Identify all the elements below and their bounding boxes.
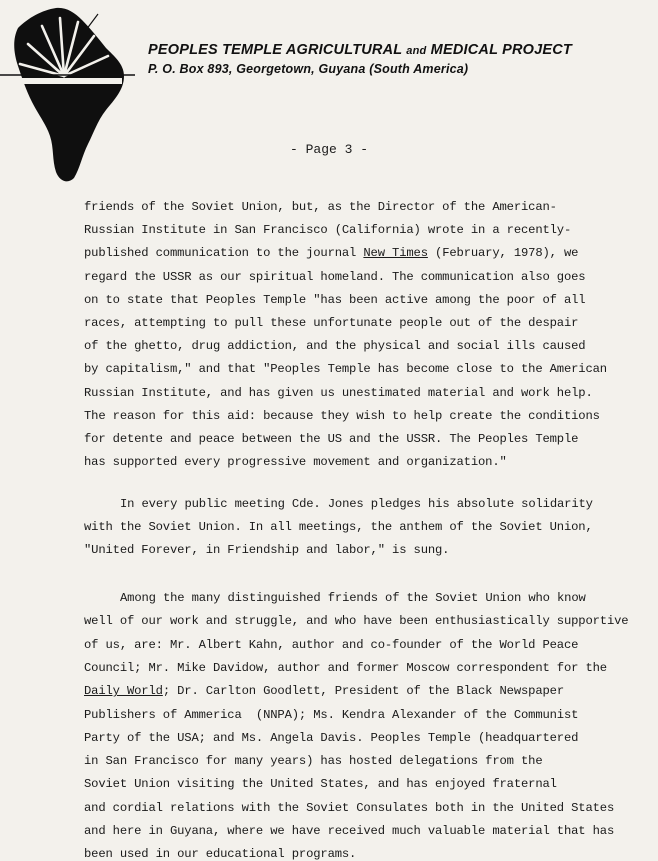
text-segment: well of our work and struggle, and who have been enthusiastically supportive <box>84 614 629 629</box>
text-segment: Soviet Union visiting the United States, and has enjoyed fraternal <box>84 777 557 792</box>
text-segment: "United Forever, in Friendship and labor," is sung. <box>84 543 450 558</box>
text-segment: Party of the USA; and Ms. Angela Davis. Peoples Temple (headquartered <box>84 730 579 745</box>
text-segment: and cordial relations with the Soviet Consulates both in the United States <box>84 800 615 815</box>
text-segment: on to state that Peoples Temple "has been active among the poor of all <box>84 292 586 307</box>
text-line <box>84 824 614 838</box>
text-segment: In every public meeting Cde. Jones pledges his absolute solidarity <box>120 497 593 511</box>
text-segment: races, attempting to pull these unfortunate people out of the despair <box>84 316 579 330</box>
text-line <box>84 520 593 534</box>
text-segment: Among the many distinguished friends of the Soviet Union who know <box>120 591 586 605</box>
text-line <box>84 801 614 815</box>
text-segment: been used in our educational programs. <box>84 847 357 861</box>
letterhead <box>148 41 572 78</box>
text-line <box>84 246 578 260</box>
text-segment: Publishers of Ammerica (NNPA); Ms. Kendra Alexander of the Communist <box>84 707 579 722</box>
text-line <box>84 777 557 791</box>
text-segment: (February, 1978), we <box>427 246 579 261</box>
text-line <box>84 386 593 400</box>
text-segment: of us, are: Mr. Albert Kahn, author and co-founder of the World Peace <box>84 637 579 652</box>
text-line <box>84 638 578 652</box>
page-number: - Page 3 - <box>289 142 368 157</box>
organization-address: P. O. Box 893, Georgetown, Guyana (South America) <box>148 62 469 76</box>
text-line <box>120 497 593 511</box>
text-segment: with the Soviet Union. In all meetings, the anthem of the Soviet Union, <box>84 520 593 535</box>
text-segment: by capitalism," and that "Peoples Temple has become close to the American <box>84 362 607 377</box>
text-segment: Russian Institute, and has given us unestimated material and work help. <box>84 385 593 400</box>
text-line <box>84 754 542 768</box>
text-segment: The reason for this aid: because they wish to help create the conditions <box>84 408 600 423</box>
text-line <box>84 432 578 446</box>
text-segment: friends of the Soviet Union, but, as the Director of the American- <box>84 200 557 214</box>
text-segment: and here in Guyana, where we have received much valuable material that has <box>84 824 615 838</box>
underlined-title: New Times <box>363 246 428 261</box>
text-segment: in San Francisco for many years) has hosted delegations from the <box>84 754 543 769</box>
text-line <box>84 293 585 307</box>
text-line <box>84 223 571 237</box>
text-segment: Russian Institute in San Francisco (California) wrote in a recently- <box>84 223 572 238</box>
text-line <box>120 591 586 605</box>
text-line <box>84 543 449 557</box>
text-line <box>84 661 607 675</box>
text-segment: for detente and peace between the US and the USSR. The Peoples Temple <box>84 432 579 446</box>
text-line <box>84 270 585 284</box>
text-line <box>84 684 564 698</box>
text-line <box>84 409 600 423</box>
text-line <box>84 614 628 628</box>
text-line <box>84 200 557 214</box>
text-segment: Council; Mr. Mike Davidow, author and former Moscow correspondent for the <box>84 660 607 675</box>
text-line <box>84 362 607 376</box>
underlined-title: Daily World <box>84 684 163 699</box>
text-segment: ; Dr. Carlton Goodlett, President of the Black Newspaper <box>162 684 564 699</box>
text-line <box>84 339 585 353</box>
text-line <box>84 455 507 469</box>
text-line <box>84 708 578 722</box>
text-segment: regard the USSR as our spiritual homeland. The communication also goes <box>84 269 586 284</box>
organization-name: PEOPLES TEMPLE AGRICULTURAL and MEDICAL PROJECT <box>148 42 572 58</box>
text-segment: has supported every progressive movement and organization." <box>84 455 507 470</box>
text-segment: published communication to the journal <box>84 246 364 261</box>
text-line <box>84 731 578 745</box>
text-line <box>84 316 578 330</box>
south-america-map-logo-icon <box>0 0 140 185</box>
text-segment: of the ghetto, drug addiction, and the physical and social ills caused <box>84 339 586 354</box>
